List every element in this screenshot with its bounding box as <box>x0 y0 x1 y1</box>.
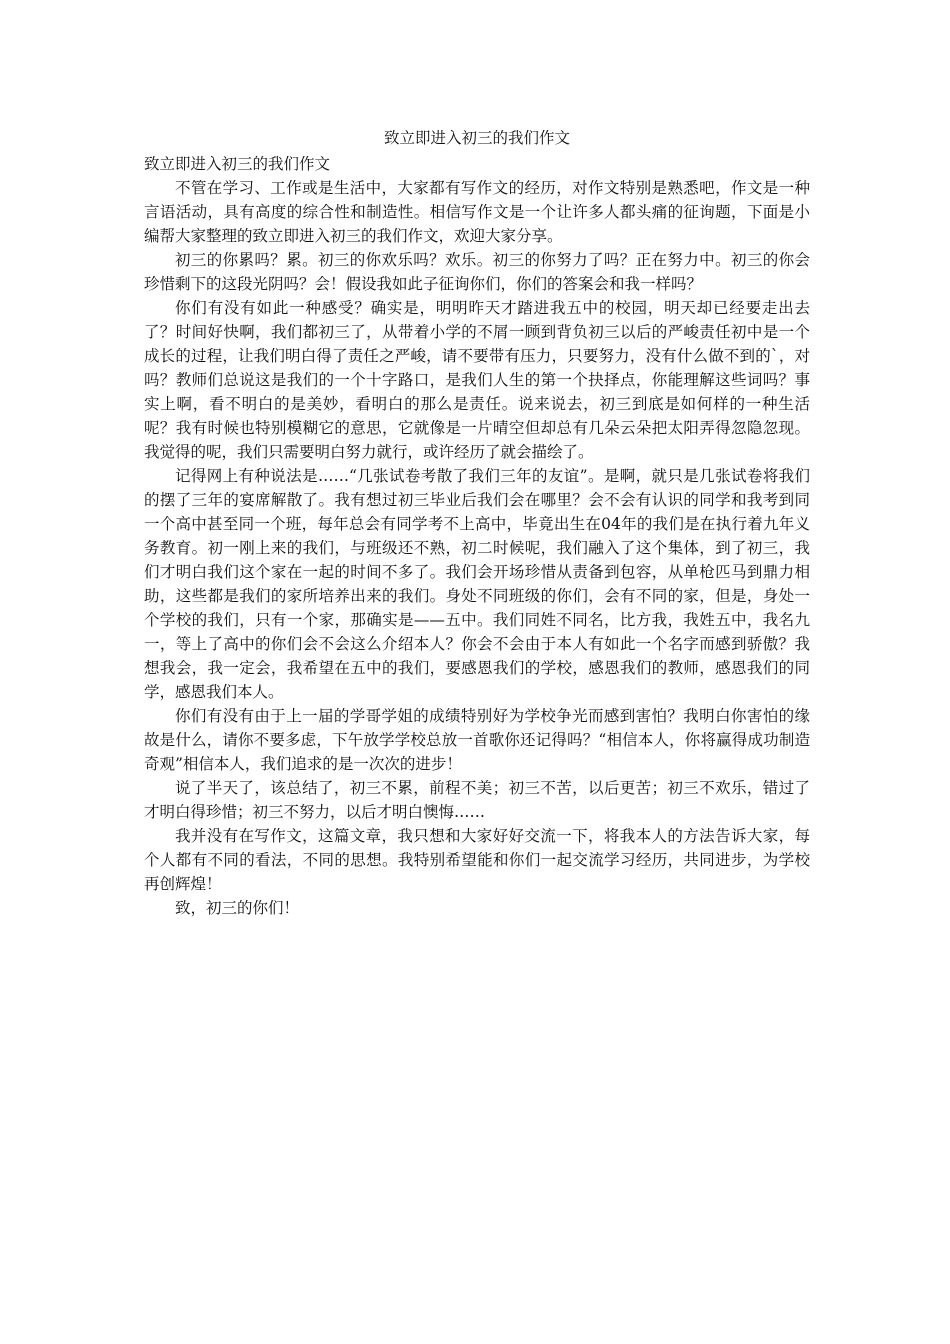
paragraph-5: 你们有没有由于上一届的学哥学姐的成绩特别好为学校争光而感到害怕？我明白你害怕的缘故是什么，请你不要多虑，下午放学学校总放一首歌你还记得吗？“相信本人，你将赢得成功制造奇观”相信本人，我们追求的是一次次的进步！ <box>144 707 810 773</box>
document-title: 致立即进入初三的我们作文 <box>383 129 570 147</box>
paragraph-7: 我并没有在写作文，这篇文章，我只想和大家好好交流一下，将我本人的方法告诉大家，每个人都有不同的看法，不同的思想。我特别希望能和你们一起交流学习经历，共同进步，为学校再创辉煌！ <box>144 827 810 893</box>
document-subtitle: 致立即进入初三的我们作文 <box>144 155 331 173</box>
paragraph-1: 不管在学习、工作或是生活中，大家都有写作文的经历，对作文特别是熟悉吧，作文是一种言语活动，具有高度的综合性和制造性。相信写作文是一个让许多人都头痛的征询题，下面是小编帮大家整理的致立即进入初三的我们作文，欢迎大家分享。 <box>144 179 810 245</box>
paragraph-3: 你们有没有如此一种感受？确实是，明明昨天才踏进我五中的校园，明天却已经要走出去了？时间好快啊，我们都初三了，从带着小学的不屑一顾到背负初三以后的严峻责任初中是一个成长的过程，让我们明白得了责任之严峻，请不要带有压力，只要努力，没有什么做不到的`，对吗？教师们总说这是我们的一个十字路口，是我们人生的第一个抉择点，你能理解这些词吗？事实上啊，看不明白的是美妙，看明白的那么是责任。说来说去，初三到底是如何样的一种生活呢？我有时候也特别模糊它的意思，它就像是一片晴空但却总有几朵云朵把太阳弄得忽隐忽现。我觉得的呢，我们只需要明白努力就行，或许经历了就会描绘了。 <box>144 299 810 461</box>
document-body <box>144 124 810 920</box>
paragraph-2: 初三的你累吗？累。初三的你欢乐吗？欢乐。初三的你努力了吗？正在努力中。初三的你会珍惜剩下的这段光阴吗？会！假设我如此子征询你们，你们的答案会和我一样吗？ <box>144 251 810 293</box>
paragraph-4: 记得网上有种说法是……“几张试卷考散了我们三年的友谊”。是啊，就只是几张试卷将我们的摆了三年的宴席解散了。我有想过初三毕业后我们会在哪里？会不会有认识的同学和我考到同一个高中甚至同一个班，每年总会有同学考不上高中，毕竟出生在04年的我们是在执行着九年义务教育。初一刚上来的我们，与班级还不熟，初二时候呢，我们融入了这个集体，到了初三，我们才明白我们这个家在一起的时间不多了。我们会开场珍惜从责备到包容，从单枪匹马到鼎力相助，这些都是我们的家所培养出来的我们。身处不同班级的你们，会有不同的家，但是，身处一个学校的我们，只有一个家，那确实是——五中。我们同姓不同名，比方我，我姓五中，我名九一，等上了高中的你们会不会这么介绍本人？你会不会由于本人有如此一个名字而感到骄傲？我想我会，我一定会，我希望在五中的我们，要感恩我们的学校，感恩我们的教师，感恩我们的同学，感恩我们本人。 <box>144 467 810 701</box>
paragraph-8: 致，初三的你们！ <box>175 899 300 917</box>
paragraph-6: 说了半天了，该总结了，初三不累，前程不美；初三不苦，以后更苦；初三不欢乐，错过了才明白得珍惜；初三不努力，以后才明白懊悔…… <box>144 779 810 821</box>
